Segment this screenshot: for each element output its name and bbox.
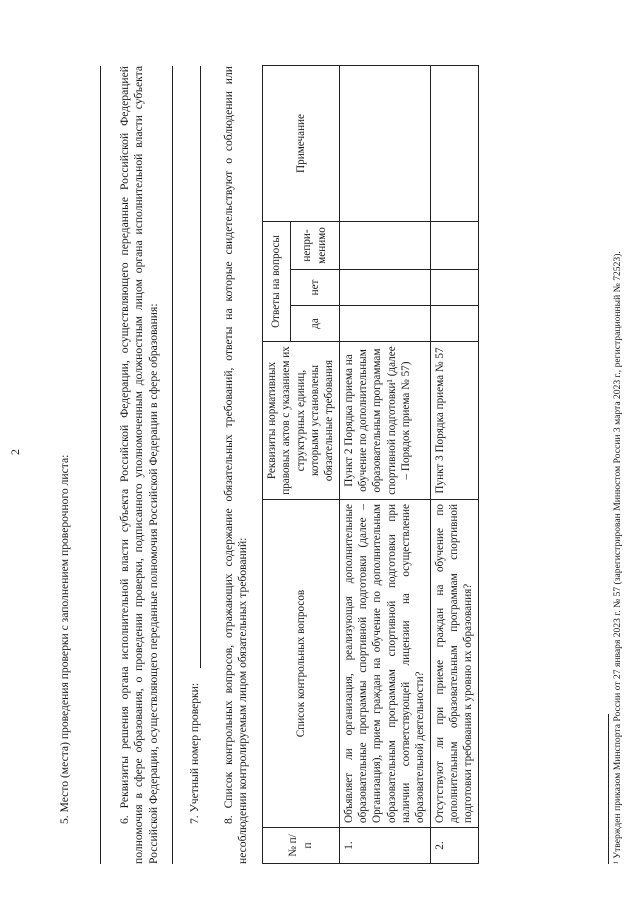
answer-yes-cell[interactable]: [339, 306, 430, 342]
header-requisites: Реквизиты нормативных правовых актов с указанием их структурных единиц, которыми установлены обязательные требования: [263, 342, 340, 500]
row-requisite: Пункт 3 Порядка приема № 57: [430, 342, 478, 500]
answer-no-cell[interactable]: [339, 270, 430, 306]
row-num: 1.: [339, 828, 430, 864]
answer-no-cell[interactable]: [430, 270, 478, 306]
item-5-label: 5. Место (места) проведения проверки с заполнением проверочного листа:: [58, 454, 71, 824]
row-question: Отсутствуют ли при приеме граждан на обучение по дополнительным образовательным программам спортивной подготовки требования к уровню их образования?: [430, 500, 478, 828]
answer-na-cell[interactable]: [339, 221, 430, 269]
row-num: 2.: [430, 828, 478, 864]
table-row: [430, 65, 478, 863]
header-num: № п/п: [263, 828, 340, 864]
item-8-paragraph: 8. Список контрольных вопросов, отражающих содержание обязательных требований, ответы на которые свидетельствуют о соблюдении или несоблюдении контролируемым лицом обязательных требований:: [222, 66, 250, 864]
page-number: 2: [8, 449, 22, 455]
row-requisite: Пункт 2 Порядка приема на обучение по дополнительным образовательным программам спортивной подготовки¹ (далее – Порядок приема № 57): [339, 342, 430, 500]
item-6-fill-line: [172, 66, 173, 864]
table-header-row: [263, 65, 291, 863]
item-7-fill-line: [200, 66, 201, 668]
header-answers: Ответы на вопросы: [263, 221, 291, 341]
note-cell[interactable]: [430, 65, 478, 221]
header-na: непри-менимо: [290, 221, 339, 269]
header-yes: да: [290, 306, 339, 342]
row-question: Объявляет ли организация, реализующая дополнительные образовательные программы спортивной подготовки (далее – Организация), прием граждан на обучение по дополнительным образовательным программам спортивной подготовки при наличии соответствующей лицензии на осуществление образовательной деятельности?: [339, 500, 430, 828]
footnote-separator: [608, 714, 609, 864]
answer-na-cell[interactable]: [430, 221, 478, 269]
answer-yes-cell[interactable]: [430, 306, 478, 342]
item-6-paragraph: 6. Реквизиты решения органа исполнительной власти субъекта Российской Федерации, осуществляющего переданные Российской Федерацией полномочия в сфере образования, о проведении проверки, подписанного уполномоченным должностным лицом органа исполнительной власти субъекта Российской Федерации, осуществляющего переданные полномочия Российской Федерации в сфере образования:: [118, 66, 160, 864]
header-note: Примечание: [263, 65, 340, 221]
header-no: нет: [290, 270, 339, 306]
table-row: [339, 65, 430, 863]
item-7-label: 7. Учетный номер проверки:: [188, 682, 201, 824]
header-questions: Список контрольных вопросов: [263, 500, 340, 828]
footnote: ¹ Утвержден приказом Минспорта России от 27 января 2023 г. № 57 (зарегистрирован Минюстом России 3 марта 2023 г., регистрационный № 72523).: [612, 251, 623, 864]
note-cell[interactable]: [339, 65, 430, 221]
item-5-fill-line: [100, 66, 101, 864]
checklist-table: [262, 65, 479, 864]
